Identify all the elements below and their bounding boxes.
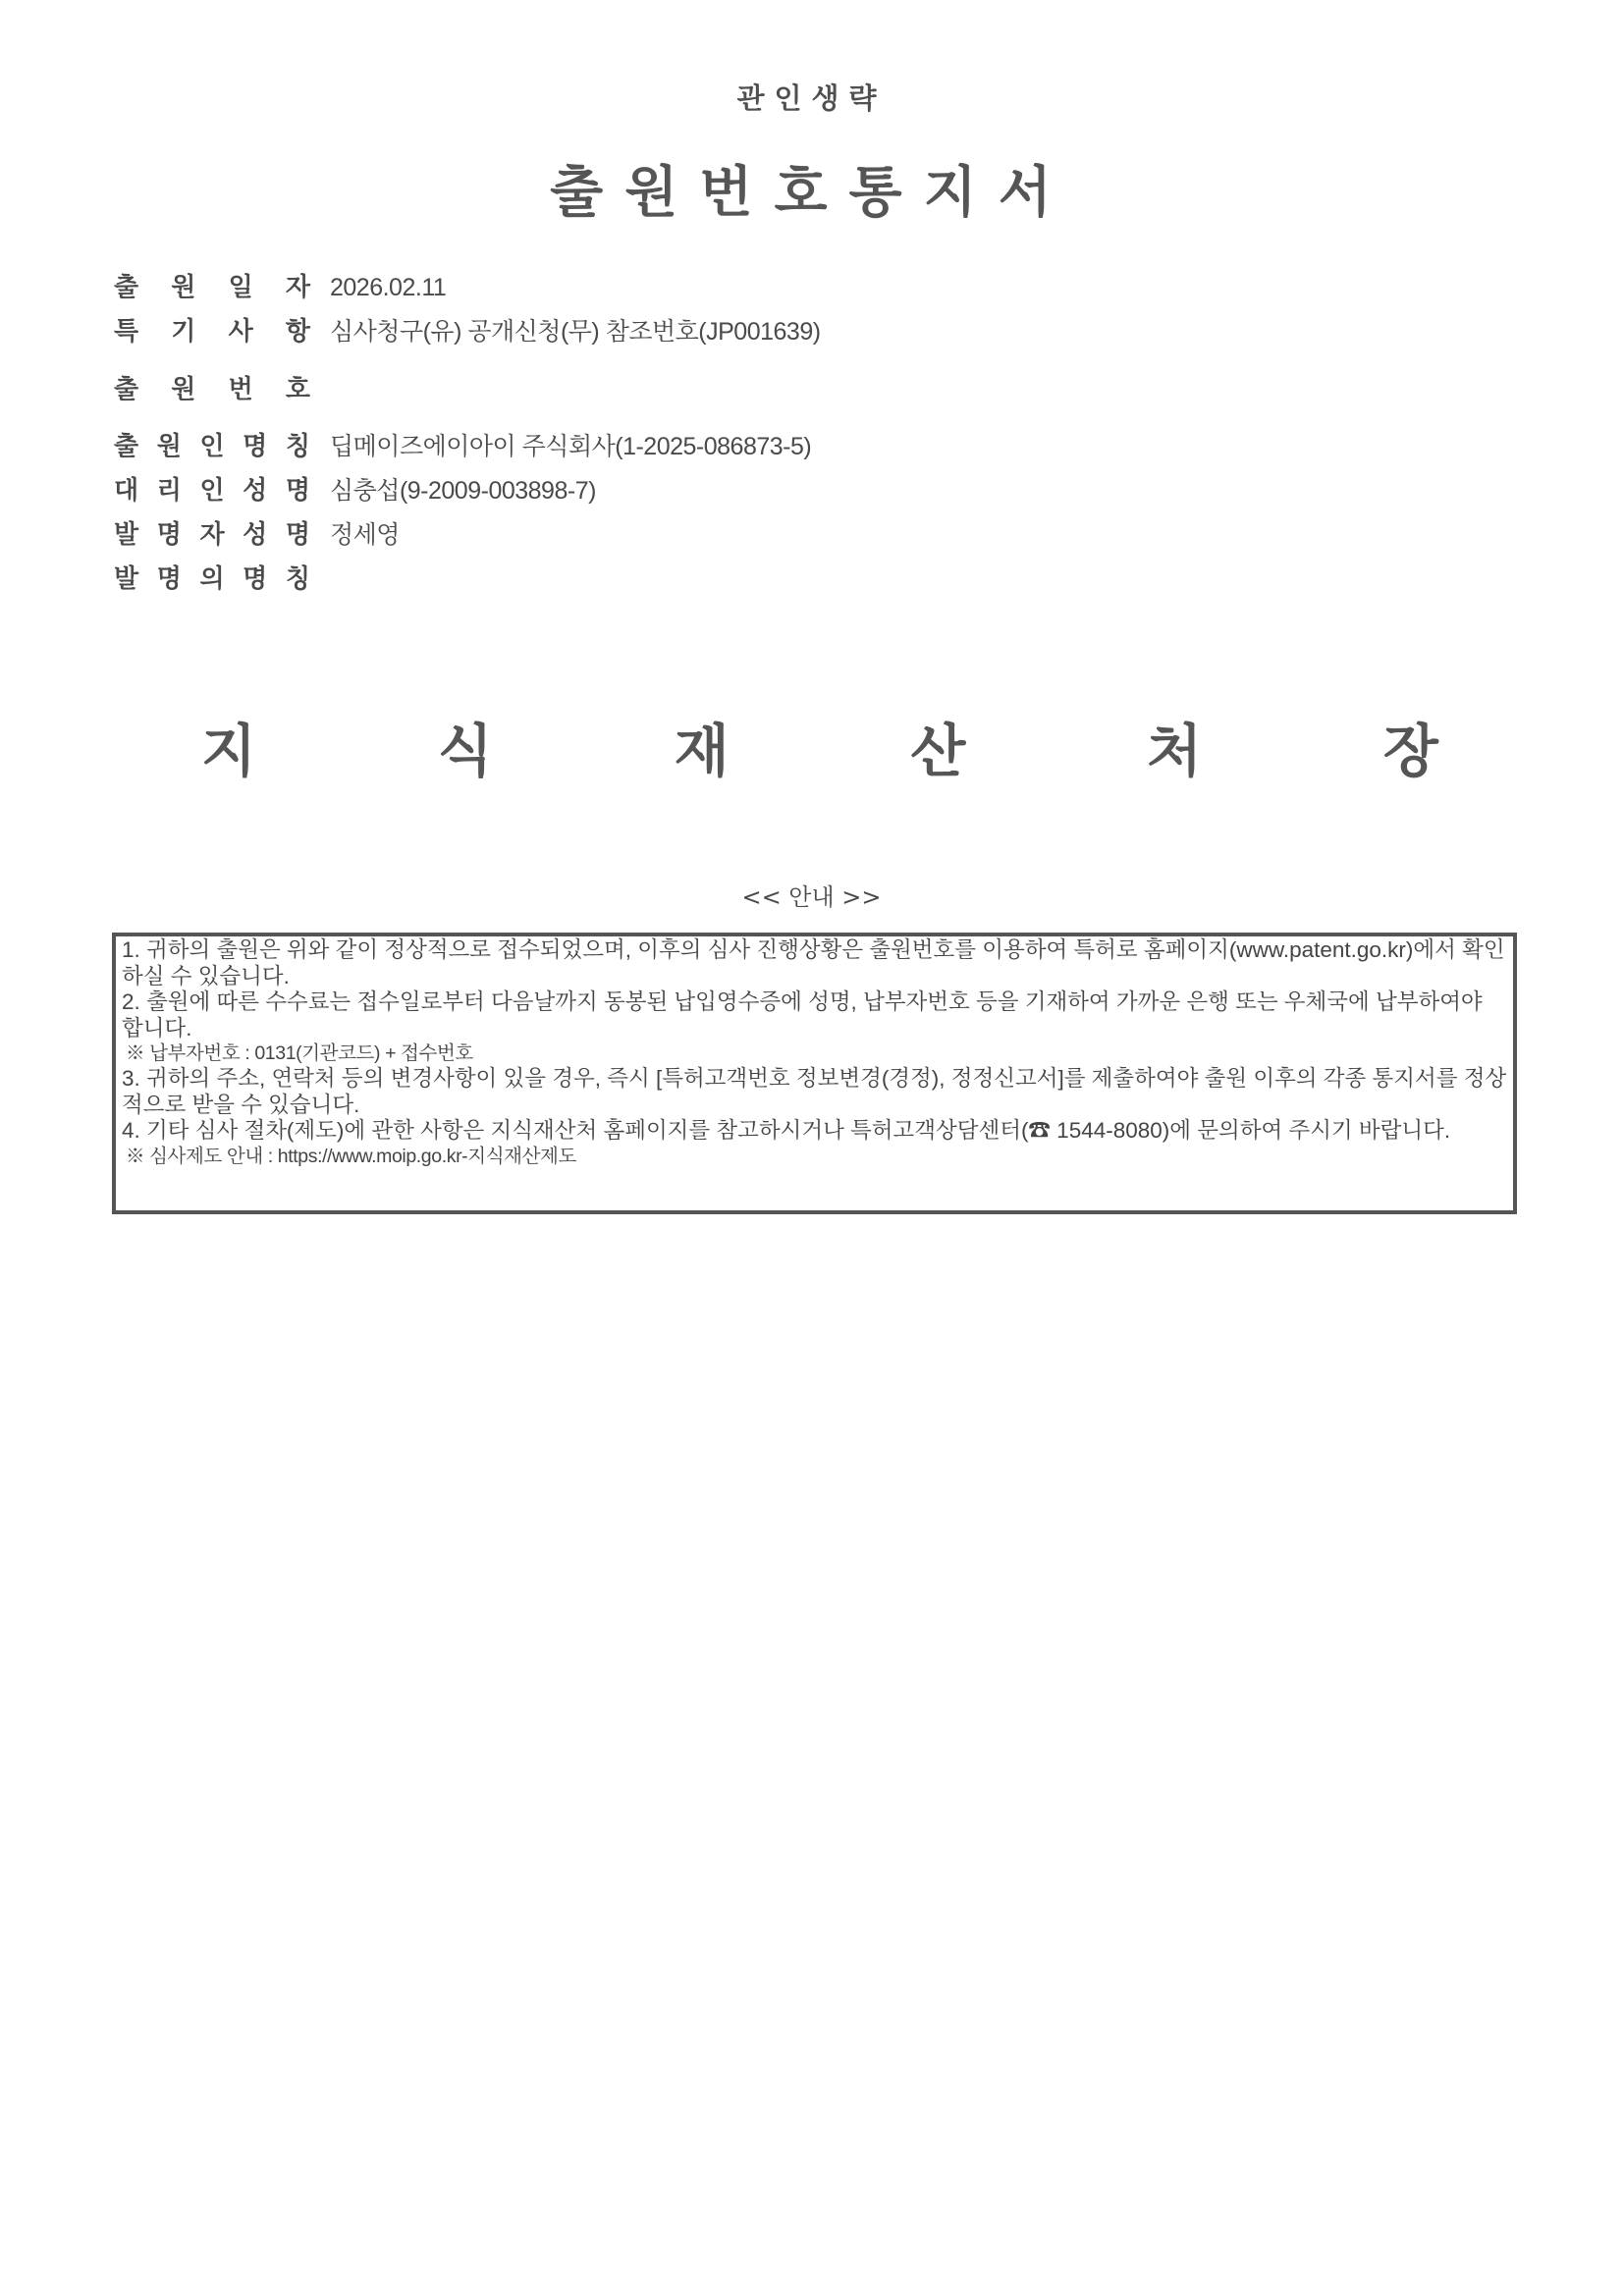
spread-char: 원 [171, 273, 196, 302]
guide-item: 1. 귀하의 출원은 위와 같이 정상적으로 접수되었으며, 이후의 심사 진행상황은 출원번호를 이용하여 특허로 홈페이지(www.patent.go.kr)에서 확인하실 수 있습니다. [122, 937, 1505, 988]
field-label [114, 426, 310, 462]
guide-heading: << 안내 >> [741, 883, 882, 911]
guide-item: 3. 귀하의 주소, 연락처 등의 변경사항이 있을 경우, 즉시 [특허고객번호 정보변경(경정), 정정신고서]를 제출하여야 출원 이후의 각종 통지서를 정상적으로 받을 수 있습니다. [122, 1066, 1507, 1117]
field-label [114, 267, 310, 303]
field-row-invention-title [114, 559, 1508, 595]
spread-char: 명 [243, 432, 268, 461]
field-row-applicant-name [114, 426, 1508, 462]
issuer-name [201, 705, 1438, 787]
guide-note: ※ 납부자번호 : 0131(기관코드) + 접수번호 [126, 1042, 473, 1064]
field-row-inventor-name [114, 514, 1508, 551]
spread-char: 명 [156, 564, 182, 594]
field-row-filing-date [114, 267, 1508, 303]
spread-char: 성 [243, 476, 268, 506]
spread-char: 명 [285, 476, 310, 506]
spread-char: 명 [243, 564, 268, 594]
guide-box [112, 933, 1517, 1214]
spread-char: 산 [910, 718, 966, 784]
spread-char: 인 [199, 432, 225, 461]
guide-item: 4. 기타 심사 절차(제도)에 관한 사항은 지식재산처 홈페이지를 참고하시거나 특허고객상담센터(☎ 1544-8080)에 문의하여 주시기 바랍니다. [122, 1118, 1451, 1143]
spread-char: 기 [171, 317, 196, 347]
field-value: 심사청구(유) 공개신청(무) 참조번호(JP001639) [330, 318, 821, 346]
spread-char: 발 [114, 520, 139, 550]
document-title: 출원번호통지서 [550, 161, 1073, 225]
spread-char: 명 [285, 520, 310, 550]
spread-char: 칭 [285, 564, 310, 594]
spread-char: 사 [228, 317, 253, 347]
spread-char: 번 [228, 375, 253, 404]
spread-char: 일 [228, 273, 253, 302]
guide-item: 2. 출원에 따른 수수료는 접수일로부터 다음날까지 동봉된 납입영수증에 성명, 납부자번호 등을 기재하여 가까운 은행 또는 우체국에 납부하여야 합니다. [122, 989, 1483, 1041]
spread-char: 명 [156, 520, 182, 550]
stamp-omitted-note: 관인생략 [736, 81, 887, 115]
field-label [114, 311, 310, 347]
spread-char: 성 [243, 520, 268, 550]
spread-char: 의 [199, 564, 225, 594]
field-value: 2026.02.11 [330, 274, 447, 301]
spread-char: 지 [201, 718, 257, 784]
spread-char: 대 [114, 476, 139, 506]
spread-char: 식 [437, 718, 493, 784]
spread-char: 항 [285, 317, 310, 347]
spread-char: 처 [1147, 718, 1203, 784]
field-label [114, 559, 310, 595]
field-label [114, 470, 310, 507]
field-value: 심충섭(9-2009-003898-7) [330, 477, 596, 505]
spread-char: 호 [285, 375, 310, 404]
field-row-application-number [114, 369, 1508, 405]
spread-char: 인 [199, 476, 225, 506]
spread-char: 리 [156, 476, 182, 506]
spread-char: 원 [156, 432, 182, 461]
spread-char: 자 [199, 520, 225, 550]
field-row-agent-name [114, 470, 1508, 507]
spread-char: 칭 [285, 432, 310, 461]
field-label [114, 514, 310, 551]
field-value: 딥메이즈에이아이 주식회사(1-2025-086873-5) [330, 433, 812, 460]
spread-char: 출 [114, 432, 139, 461]
field-row-special-notes [114, 311, 1508, 347]
spread-char: 발 [114, 564, 139, 594]
spread-char: 특 [114, 317, 139, 347]
spread-char: 재 [674, 718, 730, 784]
spread-char: 출 [114, 375, 139, 404]
spread-char: 원 [171, 375, 196, 404]
spread-char: 출 [114, 273, 139, 302]
guide-note: ※ 심사제도 안내 : https://www.moip.go.kr-지식재산제도 [126, 1145, 576, 1167]
spread-char: 장 [1382, 718, 1438, 784]
spread-char: 자 [285, 273, 310, 302]
field-label [114, 369, 310, 405]
field-value: 정세영 [330, 521, 400, 549]
